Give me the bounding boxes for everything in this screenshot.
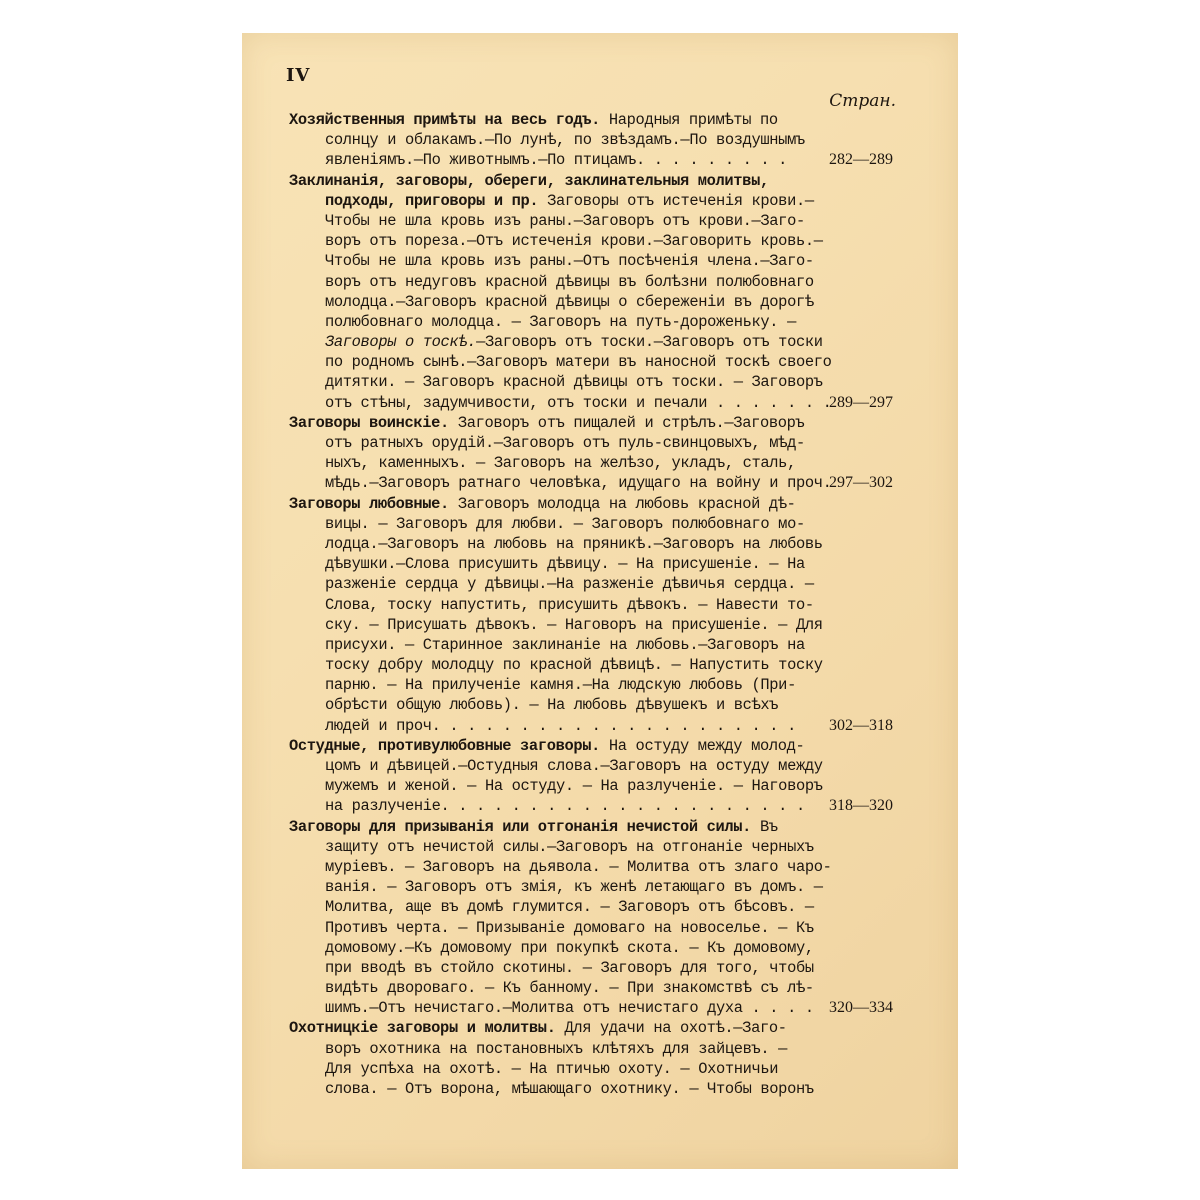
entry-line: парню. — На прилученіе камня.—На людскую любовь (При- [325,676,796,695]
entry-line: присухи. — Старинное заклинаніе на любовь.—Заговоръ на [325,635,805,654]
page-range: 320—334 [829,999,893,1017]
entry-line: воръ отъ недуговъ красной дѣвицы въ болѣзни полюбовнаго [325,272,814,291]
table-of-contents [289,110,893,1099]
entry-line: на разлученіе. . . . . . . . . . . . . . . . . . . . . [325,797,805,816]
entry-line: защиту отъ нечистой силы.—Заговоръ на отгонаніе черныхъ [325,837,814,856]
page-range: 282—289 [829,151,893,169]
page-range: 297—302 [829,474,893,492]
entry-title: Заклинанія, заговоры, обереги, заклинательныя молитвы, [289,171,769,190]
entry-line: муріевъ. — Заговоръ на дьявола. — Молитва отъ злаго чаро- [325,857,832,876]
toc-entry [289,413,893,494]
entry-line: при вводѣ въ стойло скотины. — Заговоръ для того, чтобы [325,958,814,977]
toc-entry [289,1018,893,1099]
entry-text: На остуду между молод- [600,736,805,755]
entry-title: Заговоры любовные. [289,494,449,513]
entry-line: воръ отъ пореза.—Отъ истеченія крови.—Заговорить кровь.— [325,232,823,251]
toc-entry [289,110,893,171]
entry-line: дѣвушки.—Слова присушить дѣвицу. — На присушеніе. — На [325,555,805,574]
entry-title-continued: подходы, приговоры и пр. [325,191,539,210]
entry-line: ванія. — Заговоръ отъ змія, къ женѣ летающаго въ домъ. — [325,878,823,897]
page-range: 318—320 [829,797,893,815]
entry-title: Охотницкіе заговоры и молитвы. [289,1019,556,1038]
entry-text: Народныя примѣты по [600,111,778,129]
entry-line: слова. — Отъ ворона, мѣшающаго охотнику. — Чтобы воронъ [325,1080,814,1098]
entry-line: ныхъ, каменныхъ. — Заговоръ на желѣзо, укладъ, сталь, [325,454,796,473]
entry-title: Хозяйственныя примѣты на весь годъ. [289,111,601,129]
entry-line: Для успѣха на охотѣ. — На птичью охоту. — Охотничьи [325,1059,779,1078]
entry-text: Въ [751,817,778,836]
page-number: IV [286,65,311,86]
entry-title: Заговоры воинскіе. [289,413,449,432]
entry-line: отъ стѣны, задумчивости, отъ тоски и печали . . . . . . . [325,393,832,412]
entry-line: разженіе сердца у дѣвицы.—На разженіе дѣвичья сердца. — [325,575,814,594]
entry-line: солнцу и облакамъ.—По лунѣ, по звѣздамъ.—По воздушнымъ [325,131,805,150]
entry-line: лодца.—Заговоръ на любовь на пряникѣ.—Заговоръ на любовь [325,534,823,553]
entry-line: Чтобы не шла кровь изъ раны.—Заговоръ отъ крови.—Заго- [325,211,805,230]
entry-text: —Заговоръ отъ тоски.—Заговоръ отъ тоски [476,333,823,352]
entry-line: ску. — Присушать дѣвокъ. — Наговоръ на присушеніе. — Для [325,615,823,634]
entry-line: шимъ.—Отъ нечистаго.—Молитва отъ нечистаго духа . . . . [325,999,814,1018]
page-range: 289—297 [829,393,893,411]
entry-line: мужемъ и женой. — На остуду. — На разлученіе. — Наговоръ [325,777,823,796]
toc-entry [289,494,893,736]
entry-text: Заговоръ отъ пищалей и стрѣлъ.—Заговоръ [448,413,805,432]
entry-line: домовому.—Къ домовому при покупкѣ скота. — Къ домовому, [325,938,814,957]
entry-line: Чтобы не шла кровь изъ раны.—Отъ посѣченія члена.—Заго- [325,252,814,271]
entry-line: полюбовнаго молодца. — Заговоръ на путь-дороженьку. — [325,312,796,331]
entry-line: явленіямъ.—По животнымъ.—По птицамъ. . . . . . . . . [325,151,788,170]
entry-line: Слова, тоску напустить, присушить дѣвокъ. — Навести то- [325,595,814,614]
entry-line: людей и проч. . . . . . . . . . . . . . . . . . . . . [325,716,796,735]
entry-line: вицы. — Заговоръ для любви. — Заговоръ полюбовнаго мо- [325,514,805,533]
pages-column-header: Стран. [829,91,896,111]
entry-text: Для удачи на охотѣ.—Заго- [555,1019,787,1038]
toc-entry [289,817,893,1019]
entry-line: обрѣсти общую любовь). — На любовь дѣвушекъ и всѣхъ [325,696,779,715]
entry-title: Остудные, противулюбовные заговоры. [289,736,601,755]
entry-line: мѣдь.—Заговоръ ратнаго человѣка, идущаго на войну и проч. [325,474,832,493]
entry-line: цомъ и дѣвицей.—Остудныя слова.—Заговоръ на остуду между [325,757,823,775]
entry-subtitle: Заговоры о тоскѣ. [325,333,477,352]
entry-title: Заговоры для призыванія или отгонанія нечистой силы. [289,817,752,836]
entry-line: отъ ратныхъ орудій.—Заговоръ отъ пуль-свинцовыхъ, мѣд- [325,434,805,452]
entry-line: тоску добру молодцу по красной дѣвицѣ. — Напустить тоску [325,656,823,675]
entry-line: дитятки. — Заговоръ красной дѣвицы отъ тоски. — Заговоръ [325,373,823,392]
page-range: 302—318 [829,716,893,734]
toc-entry [289,171,893,413]
entry-line: Молитва, аще въ домѣ глумится. — Заговоръ отъ бѣсовъ. — [325,898,814,917]
entry-text: Заговоръ молодца на любовь красной дѣ- [448,494,796,513]
entry-line: воръ охотника на постановныхъ клѣтяхъ для зайцевъ. — [325,1039,788,1058]
book-page [242,33,958,1169]
entry-line: молодца.—Заговоръ красной дѣвицы о сбереженіи въ дорогѣ [325,292,814,311]
entry-text: Заговоры отъ истеченія крови.— [538,191,814,210]
entry-line: Противъ черта. — Призываніе домоваго на новоселье. — Къ [325,918,814,937]
toc-entry [289,736,893,817]
entry-line: по родномъ сынѣ.—Заговоръ матери въ наносной тоскѣ своего [325,353,832,372]
entry-line: видѣть двороваго. — Къ банному. — При знакомствѣ съ лѣ- [325,979,814,998]
